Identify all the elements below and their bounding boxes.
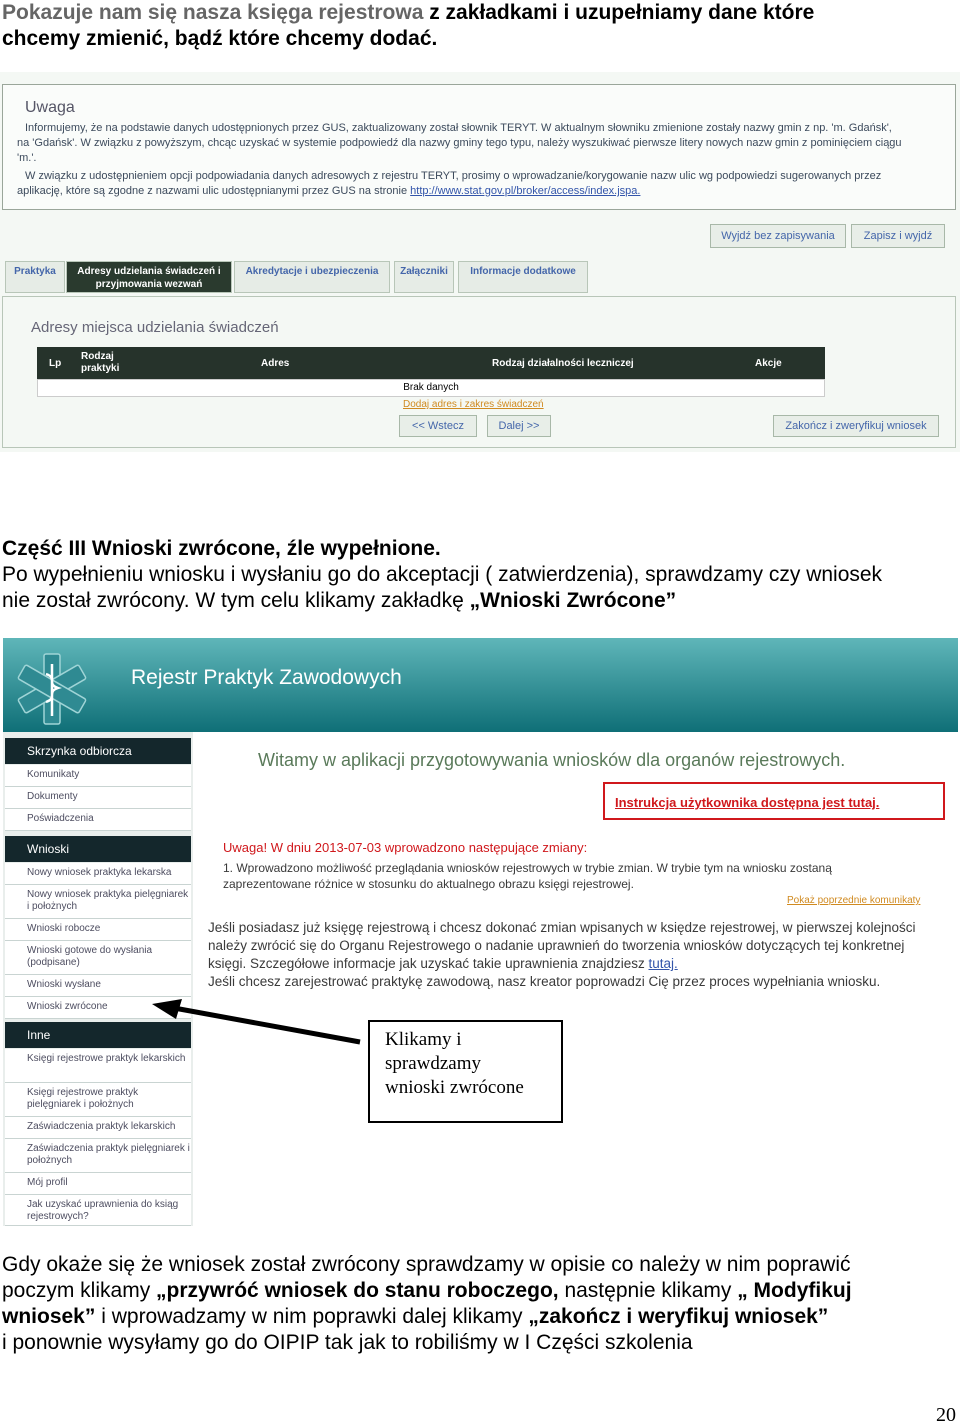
sidebar-item-uprawnienia[interactable]: Jak uzyskać uprawnienia do ksiąg rejestrowych? <box>5 1195 191 1226</box>
previous-notices-link[interactable]: Pokaż poprzednie komunikaty <box>787 895 921 906</box>
tab-adresy[interactable]: Adresy udzielania świadczeń i przyjmowania wezwań <box>66 261 232 293</box>
sidebar-head-inne: Inne <box>5 1022 191 1048</box>
section3-p1: Po wypełnieniu wniosku i wysłaniu go do akceptacji ( zatwierdzenia), sprawdzamy czy wniosek <box>2 563 883 586</box>
col-lp: Lp <box>49 358 62 369</box>
notice-box <box>2 84 956 210</box>
arrow-icon <box>148 993 373 1053</box>
rejestr-screenshot <box>3 638 958 1226</box>
sidebar-item-gotowe[interactable]: Wnioski gotowe do wysłania (podpisane) <box>5 941 191 975</box>
sidebar-item-dokumenty[interactable]: Dokumenty <box>5 787 191 809</box>
intro-text <box>2 0 814 52</box>
col-adres: Adres <box>261 358 290 369</box>
finish-verify-button[interactable]: Zakończ i zweryfikuj wniosek <box>773 415 939 437</box>
page-number: 20 <box>936 1404 956 1426</box>
col-akcje: Akcje <box>755 358 782 369</box>
info-line: Jeśli chcesz zarejestrować praktykę zawodową, nasz kreator poprowadzi Cię przez proces wypełniania wniosku. <box>208 974 881 989</box>
col-dzialalnosc: Rodzaj działalności leczniczej <box>492 358 634 369</box>
sidebar-head-inbox: Skrzynka odbiorcza <box>5 738 191 764</box>
permissions-link[interactable]: tutaj. <box>648 956 678 971</box>
save-and-exit-button[interactable]: Zapisz i wyjdź <box>851 224 945 248</box>
tab-akredytacje[interactable]: Akredytacje i ubezpieczenia <box>234 261 390 293</box>
changes-notice-heading: Uwaga! W dniu 2013-07-03 wprowadzono następujące zmiany: <box>223 840 588 855</box>
notice-line: na 'Gdańsk'. W związku z powyższym, chcąc uzyskać w systemie podpowiedź dla nazwy gminy tego typu, należy wyszukiwać pierwsze litery nowych nazw gmin z pominięciem ciągu <box>17 137 902 149</box>
sidebar-head-wnioski: Wnioski <box>5 836 191 862</box>
info-line: księgi. Szczegółowe informacje jak uzyskać takie uprawnienia znajdziesz <box>208 956 645 971</box>
sidebar-item-zaswiadczenia-lekarskie[interactable]: Zaświadczenia praktyk lekarskich <box>5 1117 191 1139</box>
tab-bar <box>5 261 955 293</box>
notice-line: W związku z udostępnieniem opcji podpowiadania danych adresowych z rejestru TERYT, prosimy o wprowadzanie/korygowanie nazw ulic wg podpowiedzi sugerowanych przez <box>25 170 882 182</box>
callout-line: wnioski zwrócone <box>385 1077 524 1098</box>
sidebar-item-robocze[interactable]: Wnioski robocze <box>5 919 191 941</box>
info-line: należy zwrócić się do Organu Rejestrowego o nadanie uprawnień do tworzenia wniosków dotyczących tej konkretnej <box>208 938 905 953</box>
star-of-life-icon <box>13 650 91 728</box>
instruction-box <box>603 782 945 820</box>
sidebar-item-poswiadczenia[interactable]: Poświadczenia <box>5 809 191 831</box>
app-title: Rejestr Praktyk Zawodowych <box>131 666 402 689</box>
empty-row: Brak danych <box>37 379 825 397</box>
back-button[interactable]: << Wstecz <box>399 415 477 437</box>
notice-title: Uwaga <box>25 99 75 116</box>
changes-line: zaprezentowane różnice w stosunku do aktualnego obrazu księgi rejestrowej. <box>223 877 634 891</box>
app-banner <box>3 638 958 732</box>
notice-line: Informujemy, że na podstawie danych udostępnionych przez GUS, zaktualizowany został słownik TERYT. W aktualnym słowniku zmienione zostały nazwy gmin z np. 'm. Gdańsk', <box>25 122 892 134</box>
closing-l3-bold2: „zakończ i weryfikuj wniosek” <box>528 1305 829 1328</box>
panel-title: Adresy miejsca udzielania świadczeń <box>31 319 279 336</box>
sidebar-item-komunikaty[interactable]: Komunikaty <box>5 765 191 787</box>
closing-l3-mid: i wprowadzamy w nim poprawki dalej klikamy <box>101 1305 523 1328</box>
sidebar-item-zwrocone[interactable]: Wnioski zwrócone <box>5 997 191 1019</box>
intro-line1-suffix: z zakładkami i uzupełniamy dane które <box>429 1 815 24</box>
section3-p2-bold: „Wnioski Zwrócone” <box>469 589 677 612</box>
sidebar-item-ksiegi-lekarskie[interactable]: Księgi rejestrowe praktyk lekarskich <box>5 1049 191 1083</box>
notice-line: 'm.'. <box>17 152 37 164</box>
next-button[interactable]: Dalej >> <box>487 415 551 437</box>
add-address-link[interactable]: Dodaj adres i zakres świadczeń <box>403 399 544 410</box>
closing-text <box>2 1252 852 1356</box>
callout-line: Klikamy i <box>385 1029 462 1050</box>
sidebar <box>3 732 193 1226</box>
info-line: Jeśli posiadasz już księgę rejestrową i chcesz dokonać zmian wpisanych w księdze rejestrowej, w pierwszej kolejności <box>208 920 916 935</box>
gus-link[interactable]: http://www.stat.gov.pl/broker/access/index.jspa. <box>410 185 641 197</box>
sidebar-item-wyslane[interactable]: Wnioski wysłane <box>5 975 191 997</box>
intro-line2: chcemy zmienić, bądź które chcemy dodać. <box>2 27 438 50</box>
sidebar-item-nowy-pielegniarek[interactable]: Nowy wniosek praktyka pielęgniarek i położnych <box>5 885 191 919</box>
callout-line: sprawdzamy <box>385 1053 482 1074</box>
addresses-panel <box>2 296 956 448</box>
sidebar-item-moj-profil[interactable]: Mój profil <box>5 1173 191 1195</box>
closing-l2-bold2: „ Modyfikuj <box>737 1279 852 1302</box>
ksiega-rejestrowa-screenshot <box>0 72 960 452</box>
welcome-heading: Witamy w aplikacji przygotowywania wniosków dla organów rejestrowych. <box>258 750 846 770</box>
callout-box <box>368 1020 563 1123</box>
changes-line: 1. Wprowadzono możliwość przeglądania wniosków rejestrowych w trybie zmian. W trybie tym na wniosku zostaną <box>223 861 832 875</box>
closing-l2-bold1: „przywróć wniosek do stanu roboczego, <box>156 1279 559 1302</box>
closing-l2-mid: następnie klikamy <box>564 1279 732 1302</box>
sidebar-item-nowy-lekarska[interactable]: Nowy wniosek praktyka lekarska <box>5 863 191 885</box>
instruction-link[interactable]: Instrukcja użytkownika dostępna jest tutaj. <box>615 795 880 810</box>
exit-without-saving-button[interactable]: Wyjdź bez zapisywania <box>710 224 846 248</box>
section3-heading: Część III Wnioski zwrócone, źle wypełnione. <box>2 537 441 560</box>
tab-praktyka[interactable]: Praktyka <box>5 261 65 293</box>
sidebar-item-ksiegi-pielegniarek[interactable]: Księgi rejestrowe praktyk pielęgniarek i położnych <box>5 1083 191 1117</box>
closing-line1: Gdy okaże się że wniosek został zwrócony sprawdzamy w opisie co należy w nim poprawić <box>2 1253 851 1276</box>
closing-l3-bold1: wniosek” <box>2 1305 96 1328</box>
intro-line1-prefix: Pokazuje nam się nasza księga rejestrowa <box>2 1 424 24</box>
tab-zalaczniki[interactable]: Załączniki <box>394 261 454 293</box>
notice-line: aplikację, które są zgodne z nazwami ulic udostępnianymi przez GUS na stronie <box>17 185 408 197</box>
tab-informacje[interactable]: Informacje dodatkowe <box>458 261 588 293</box>
closing-line4: i ponownie wysyłamy go do OIPIP tak jak to robiliśmy w I Części szkolenia <box>2 1331 693 1354</box>
section3-text <box>2 536 882 614</box>
table-header <box>37 347 825 379</box>
closing-l2-prefix: poczym klikamy <box>2 1279 151 1302</box>
section3-p2: nie został zwrócony. W tym celu klikamy zakładkę <box>2 589 464 612</box>
sidebar-item-zaswiadczenia-pielegniarek[interactable]: Zaświadczenia praktyk pielęgniarek i położnych <box>5 1139 191 1173</box>
col-rodzaj-praktyki: Rodzaj praktyki <box>81 351 120 374</box>
